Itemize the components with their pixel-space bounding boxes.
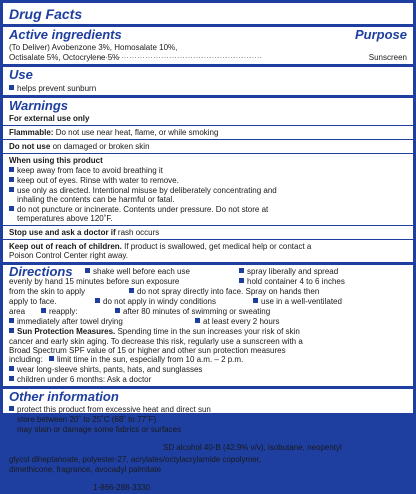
other-info-item: may stain or damage some fabrics or surfaces: [9, 425, 181, 434]
bullet-icon: [9, 177, 14, 182]
direction-item: do not apply in windy conditions: [95, 297, 216, 306]
stop-use-line: Stop use and ask a doctor if rash occurs: [9, 228, 160, 237]
purpose-heading: Purpose: [354, 27, 407, 42]
do-not-use-line: Do not use on damaged or broken skin: [9, 142, 150, 151]
when-using-heading: When using this product: [9, 156, 103, 165]
when-using-item-cont: temperatures above 120˚F.: [17, 214, 113, 223]
bullet-icon: [115, 308, 120, 313]
direction-text: from the skin to apply: [9, 287, 86, 296]
bullet-icon: [9, 167, 14, 172]
drug-facts-panel: [3, 3, 413, 494]
direction-item: do not spray directly into face. Spray on hands then: [129, 287, 319, 296]
bullet-icon: [129, 288, 134, 293]
other-info-item: store between 20˚ to 25˚C (68˚ to 77˚F): [9, 415, 156, 424]
bullet-icon: [253, 298, 258, 303]
flammable-line: Flammable: Do not use near heat, flame, or while smoking: [9, 128, 219, 137]
phone-number: 1-866-288-3330: [93, 483, 150, 492]
keep-out-line-2: Poison Control Center right away.: [9, 251, 129, 260]
bullet-icon: [9, 318, 14, 323]
sun-protection-line: Sun Protection Measures. Spending time in the sun increases your risk of skin: [9, 327, 300, 336]
bullet-icon: [9, 85, 14, 90]
keep-out-line: Keep out of reach of children. If product is swallowed, get medical help or contact a: [9, 242, 312, 251]
inactive-line-1: SD alcohol 40-B (42.9% v/v), isobutane, neopentyl: [163, 443, 342, 452]
bullet-icon: [239, 268, 244, 273]
inactive-line-2: glycol diheptanoate, polyester-27, acrylates/octylacrylamide copolymer,: [9, 455, 262, 464]
bullet-icon: [9, 426, 14, 431]
direction-item: shake well before each use: [85, 267, 190, 276]
bullet-icon: [9, 406, 14, 411]
direction-item: children under 6 months: Ask a doctor: [9, 375, 151, 384]
directions-heading: Directions: [9, 264, 73, 279]
divider: [3, 125, 413, 126]
bullet-icon: [85, 268, 90, 273]
dot-leader: ·································································: [89, 53, 263, 62]
divider: [3, 239, 413, 240]
bullet-icon: [9, 366, 14, 371]
direction-text: evenly by hand 15 minutes before sun exposure: [9, 277, 180, 286]
active-line-2: Octisalate 5%, Octocrylene 5%: [9, 53, 120, 62]
bullet-icon: [9, 187, 14, 192]
drug-facts-title: Drug Facts: [9, 6, 83, 22]
active-line-1: (To Deliver) Avobenzone 3%, Homosalate 10%,: [9, 43, 178, 52]
direction-text: area: [9, 307, 26, 316]
direction-item: wear long-sleeve shirts, pants, hats, and sunglasses: [9, 365, 202, 374]
divider: [3, 64, 413, 67]
when-using-item: use only as directed. Intentional misuse by deliberately concentrating and: [9, 186, 277, 195]
bullet-icon: [239, 278, 244, 283]
divider: [3, 153, 413, 154]
when-using-item: keep away from face to avoid breathing it: [9, 166, 163, 175]
when-using-item: keep out of eyes. Rinse with water to remove.: [9, 176, 179, 185]
divider: [3, 139, 413, 140]
use-heading: Use: [9, 67, 33, 82]
bullet-icon: [41, 308, 46, 313]
other-info-heading: Other information: [9, 389, 119, 404]
purpose-value: Sunscreen: [368, 53, 407, 62]
when-using-item: do not puncture or incinerate. Contents under pressure. Do not store at: [9, 205, 268, 214]
active-ingredients-heading: Active ingredients: [9, 27, 122, 42]
direction-item: hold container 4 to 6 inches: [239, 277, 345, 286]
direction-text: apply to face.: [9, 297, 57, 306]
bullet-icon: [49, 356, 54, 361]
direction-text: Broad Spectrum SPF value of 15 or higher and other sun protection measures: [9, 346, 286, 355]
direction-text: including:: [9, 355, 43, 364]
bullet-icon: [9, 416, 14, 421]
direction-item: use in a well-ventilated: [253, 297, 342, 306]
bullet-icon: [195, 318, 200, 323]
other-info-item: protect this product from excessive heat and direct sun: [9, 405, 211, 414]
direction-item: after 80 minutes of swimming or sweating: [115, 307, 270, 316]
warnings-heading: Warnings: [9, 98, 68, 113]
direction-item: reapply:: [41, 307, 77, 316]
divider: [3, 225, 413, 226]
bullet-icon: [9, 376, 14, 381]
use-item: helps prevent sunburn: [9, 84, 96, 93]
questions-heading: Questions?: [9, 479, 81, 494]
external-use-text: For external use only: [9, 114, 90, 123]
direction-text: cancer and early skin aging. To decrease this risk, regularly use a sunscreen with a: [9, 337, 303, 346]
direction-item: limit time in the sun, especially from 10 a.m. – 2 p.m.: [49, 355, 243, 364]
bullet-icon: [95, 298, 100, 303]
direction-item: spray liberally and spread: [239, 267, 338, 276]
direction-item: at least every 2 hours: [195, 317, 279, 326]
inactive-line-3: dimethicone, fragrance, avocadyl palmitate: [9, 465, 162, 474]
inactive-ingredients-heading: Inactive ingredients: [9, 439, 132, 454]
when-using-item-cont: inhaling the contents can be harmful or fatal.: [17, 195, 175, 204]
bullet-icon: [9, 206, 14, 211]
direction-item: immediately after towel drying: [9, 317, 123, 326]
bullet-icon: [9, 328, 14, 333]
